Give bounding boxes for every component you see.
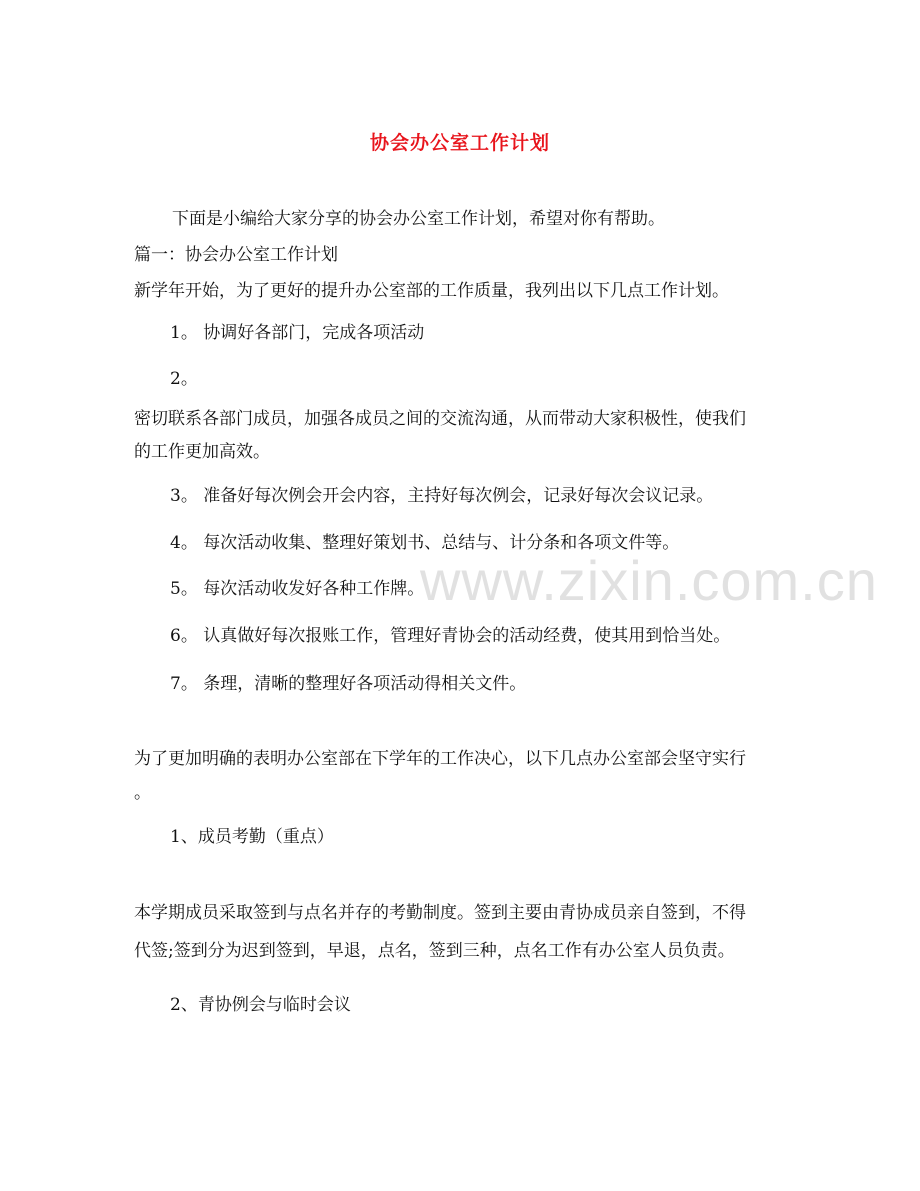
- plan-item-2-text-line-2: 的工作更加高效。: [134, 442, 270, 462]
- plan-item-7: 7。 条理，清晰的整理好各项活动得相关文件。: [170, 674, 527, 694]
- plan-item-1: 1。 协调好各部门，完成各项活动: [170, 323, 425, 343]
- opening-paragraph: 新学年开始，为了更好的提升办公室部的工作质量，我列出以下几点工作计划。: [134, 281, 729, 301]
- watermark: www.zixin.com.cn: [420, 549, 878, 612]
- plan-item-4: 4。 每次活动收集、整理好策划书、总结与、计分条和各项文件等。: [170, 533, 680, 553]
- subsection-1-text-line-2: 代签;签到分为迟到签到，早退，点名，签到三种，点名工作有办公室人员负责。: [134, 941, 735, 961]
- resolve-paragraph-line-1: 为了更加明确的表明办公室部在下学年的工作决心，以下几点办公室部会坚守实行: [134, 749, 746, 769]
- plan-item-3: 3。 准备好每次例会开会内容，主持好每次例会，记录好每次会议记录。: [170, 486, 714, 506]
- subsection-2-heading: 2、青协例会与临时会议: [170, 995, 351, 1015]
- plan-item-2: 2。: [170, 369, 198, 389]
- intro-paragraph: 下面是小编给大家分享的协会办公室工作计划，希望对你有帮助。: [172, 209, 665, 229]
- resolve-paragraph-line-2: 。: [134, 783, 151, 803]
- section-title: 篇一：协会办公室工作计划: [134, 245, 338, 265]
- document-title: 协会办公室工作计划: [369, 132, 550, 154]
- subsection-1-heading: 1、成员考勤（重点）: [170, 827, 334, 847]
- plan-item-6: 6。 认真做好每次报账工作，管理好青协会的活动经费，使其用到恰当处。: [170, 626, 731, 646]
- plan-item-5: 5。 每次活动收发好各种工作牌。: [170, 579, 425, 599]
- plan-item-2-text-line-1: 密切联系各部门成员，加强各成员之间的交流沟通，从而带动大家积极性，使我们: [134, 409, 746, 429]
- subsection-1-text-line-1: 本学期成员采取签到与点名并存的考勤制度。签到主要由青协成员亲自签到，不得: [134, 903, 746, 923]
